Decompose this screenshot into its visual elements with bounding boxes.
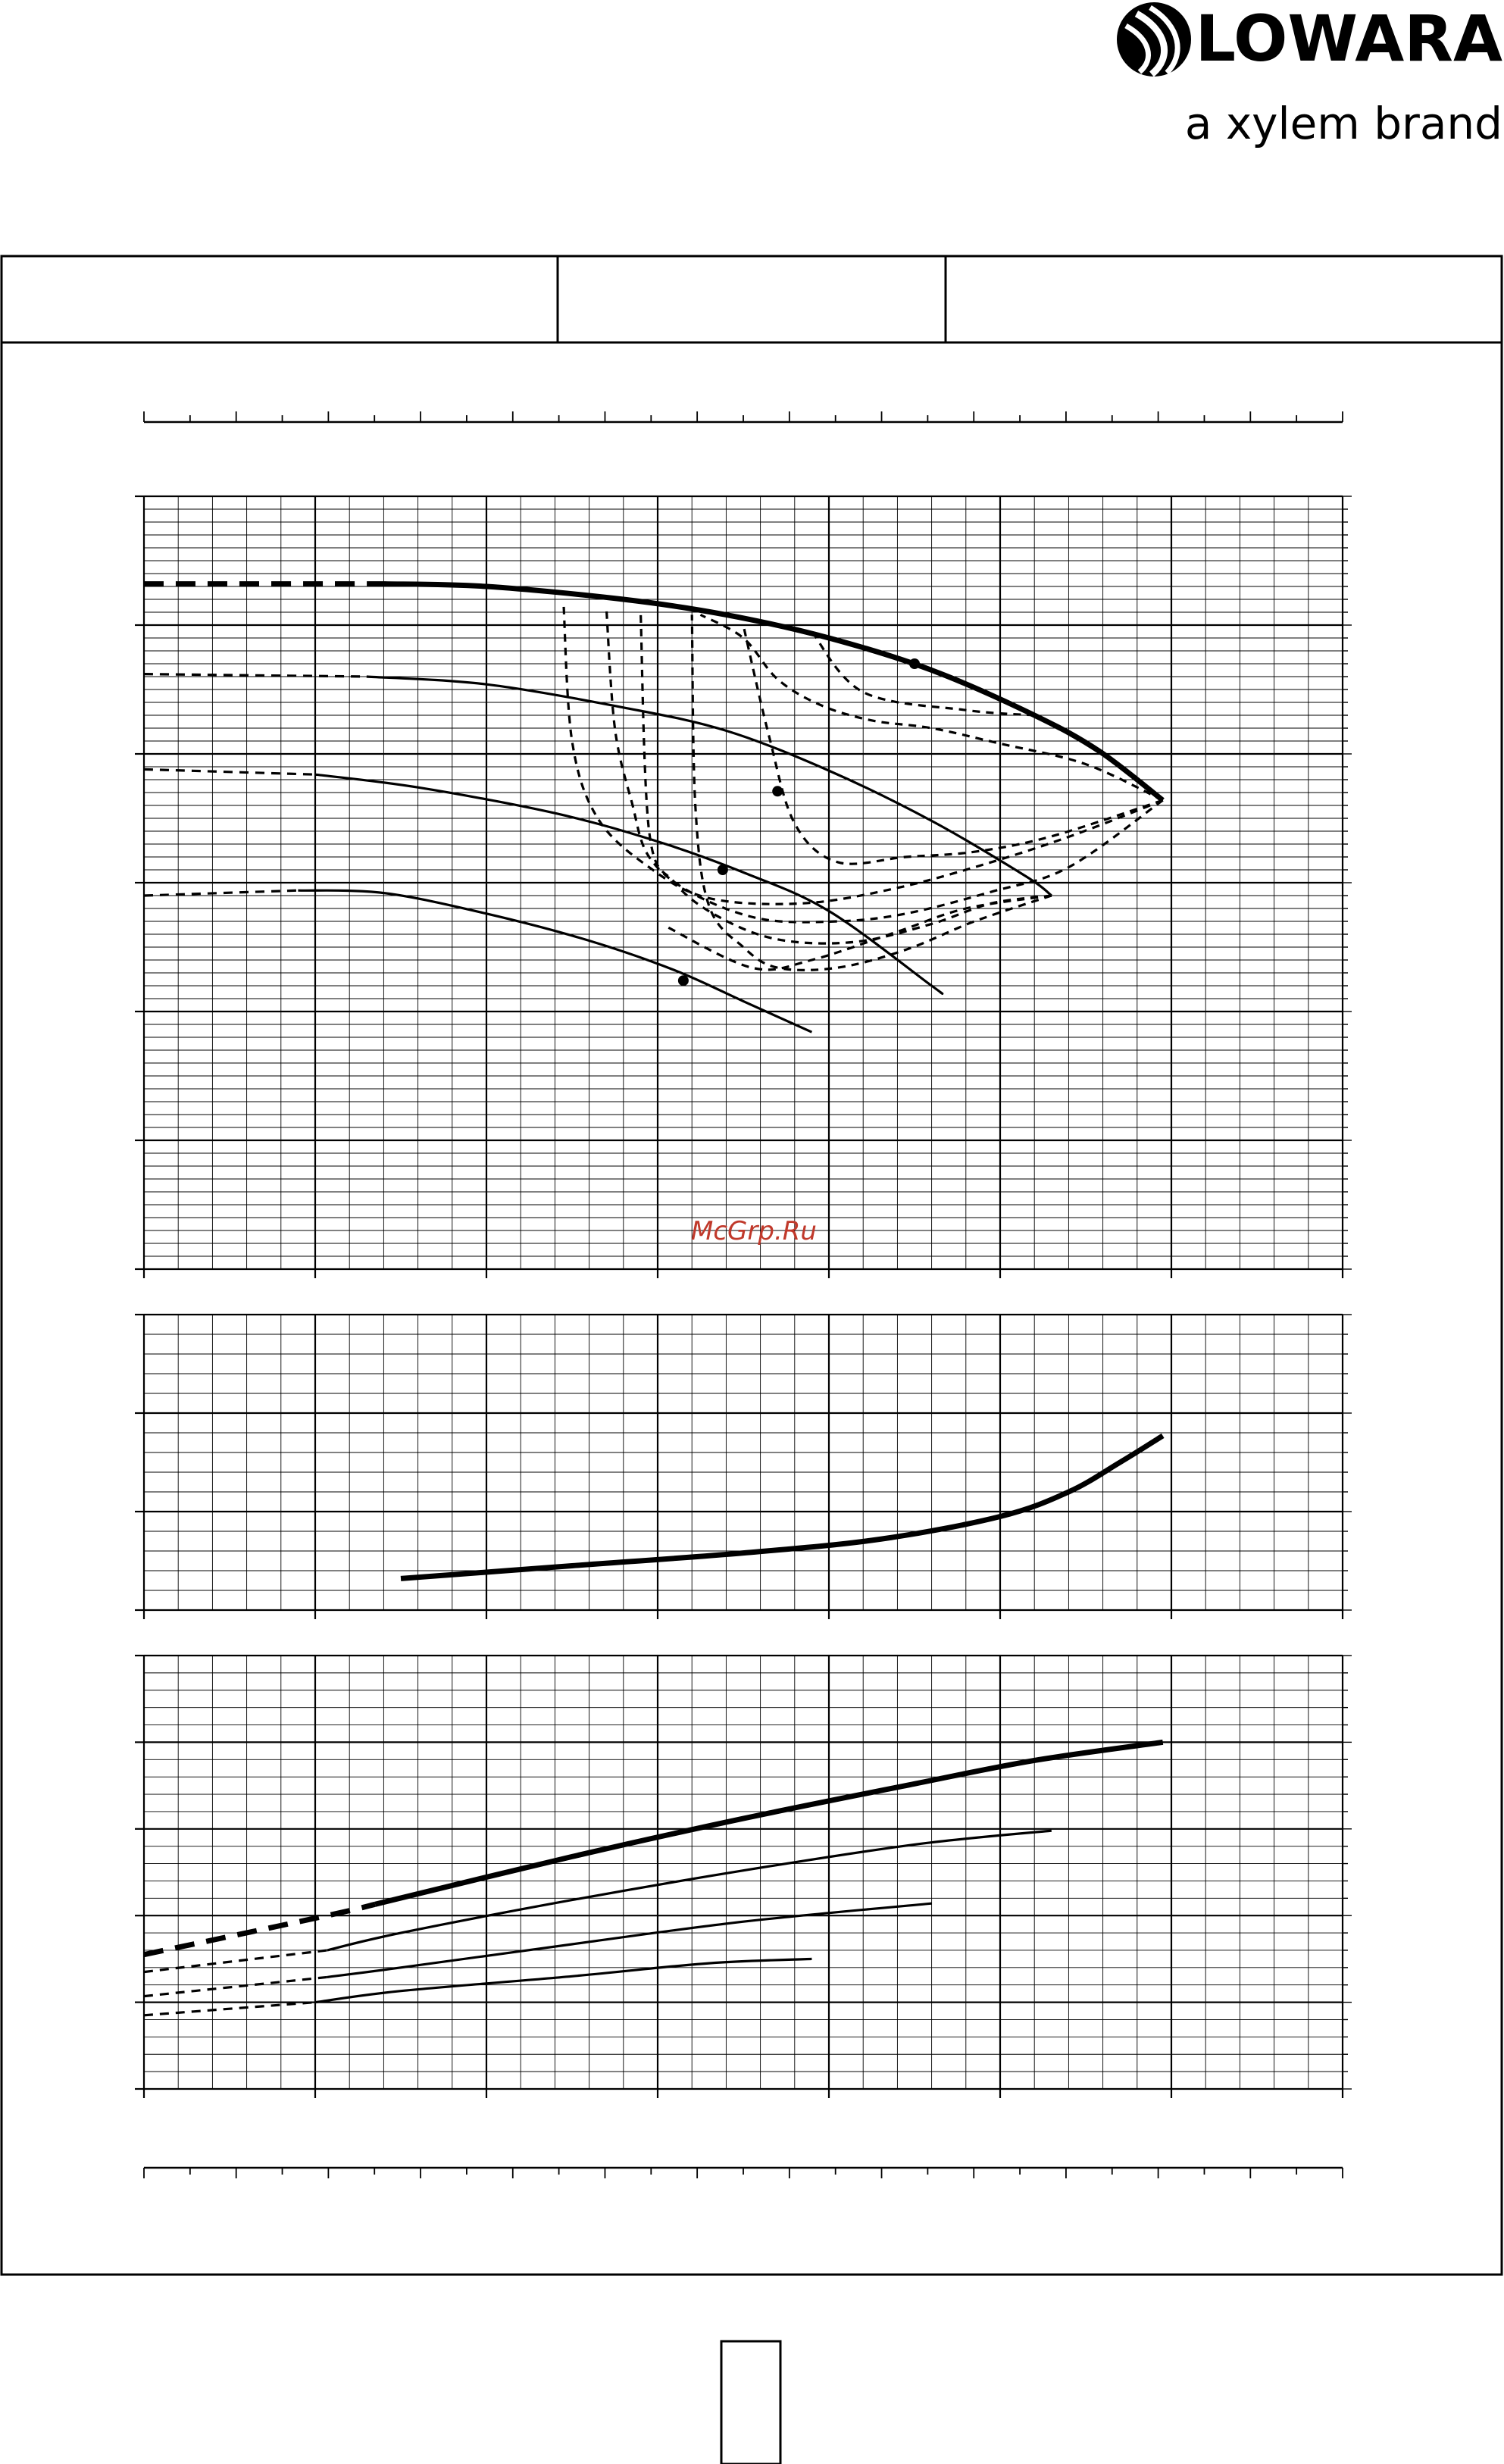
brand-name: LOWARA <box>1195 2 1502 76</box>
operating-point-4 <box>678 975 689 986</box>
brand-tagline: a xylem brand <box>1184 98 1502 149</box>
operating-point-1 <box>909 658 920 669</box>
watermark: McGrp.Ru <box>691 1216 817 1246</box>
lowara-drop-icon <box>1117 2 1191 77</box>
operating-point-3 <box>718 865 728 875</box>
operating-point-2 <box>772 786 783 796</box>
